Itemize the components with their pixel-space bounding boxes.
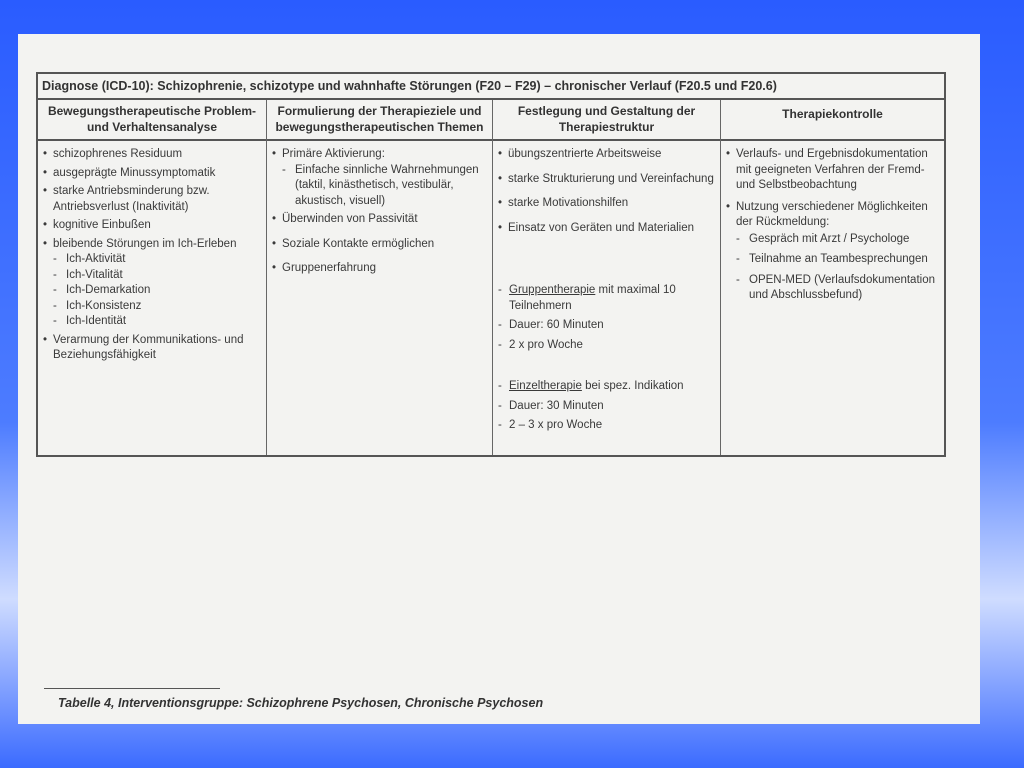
column-body xyxy=(38,141,266,364)
list-item: • starke Motivationshilfen xyxy=(497,196,716,212)
list-item: • Verarmung der Kommunikations- und Beziehungsfähigkeit xyxy=(42,333,262,364)
group-duration: - Dauer: 60 Minuten xyxy=(497,318,716,334)
spacer xyxy=(497,239,716,283)
list-item: • Nutzung verschiedener Möglichkeiten der Rückmeldung: xyxy=(725,200,940,231)
diagnosis-header: Diagnose (ICD-10): Schizophrenie, schizotype und wahnhafte Störungen (F20 – F29) – chronischer Verlauf (F20.5 und F20.6) xyxy=(38,74,944,100)
list-item: • Gruppenerfahrung xyxy=(271,261,488,277)
column-therapy-control xyxy=(721,100,944,455)
header-line: Festlegung und Gestaltung der xyxy=(517,104,696,118)
table-columns xyxy=(38,100,944,455)
therapy-table xyxy=(36,72,946,457)
column-header xyxy=(267,100,492,141)
list-item: • kognitive Einbußen xyxy=(42,218,262,234)
group-therapy-item xyxy=(497,283,716,314)
single-therapy-label: Einzeltherapie xyxy=(509,380,582,392)
group-frequency: - 2 x pro Woche xyxy=(497,338,716,354)
sub-item: - Ich-Vitalität xyxy=(42,268,262,284)
header-line: und Verhaltensanalyse xyxy=(86,120,218,134)
header-line: Formulierung der Therapieziele und xyxy=(277,104,482,118)
list-item: • Verlaufs- und Ergebnisdokumentation mit geeigneten Verfahren der Fremd- und Selbstbeobachtung xyxy=(725,147,940,194)
list-item: • Primäre Aktivierung: xyxy=(271,147,488,163)
group-therapy-text: mit maximal 10 Teilnehmern xyxy=(509,284,676,312)
list-item: • übungszentrierte Arbeitsweise xyxy=(497,147,716,163)
sub-item: - Ich-Demarkation xyxy=(42,283,262,299)
single-frequency: - 2 – 3 x pro Woche xyxy=(497,418,716,434)
list-item: • Soziale Kontakte ermöglichen xyxy=(271,237,488,253)
list-item: • starke Strukturierung und Vereinfachung xyxy=(497,172,716,188)
header-line: bewegungstherapeutischen Themen xyxy=(275,120,484,134)
column-body xyxy=(267,141,492,277)
list-item: • Überwinden von Passivität xyxy=(271,212,488,228)
sub-item: - Teilnahme an Teambesprechungen xyxy=(725,252,940,268)
column-header xyxy=(721,100,944,141)
sub-item: - Gespräch mit Arzt / Psychologe xyxy=(725,232,940,248)
single-duration: - Dauer: 30 Minuten xyxy=(497,399,716,415)
list-item: • bleibende Störungen im Ich-Erleben xyxy=(42,237,262,253)
list-item: • starke Antriebsminderung bzw. Antriebsverlust (Inaktivität) xyxy=(42,184,262,215)
sub-item: - Einfache sinnliche Wahrnehmungen (taktil, kinästhetisch, vestibulär, akustisch, visuell) xyxy=(271,163,488,210)
header-line: Therapiestruktur xyxy=(558,120,655,134)
column-therapy-goals xyxy=(267,100,493,455)
single-therapy-item xyxy=(497,379,716,395)
column-body xyxy=(721,141,944,304)
spacer xyxy=(497,357,716,379)
sub-item: - Ich-Identität xyxy=(42,314,262,330)
list-item: • ausgeprägte Minussymptomatik xyxy=(42,166,262,182)
header-line: Therapiekontrolle xyxy=(782,107,883,121)
list-item: • Einsatz von Geräten und Materialien xyxy=(497,221,716,237)
sub-item: - Ich-Konsistenz xyxy=(42,299,262,315)
column-therapy-structure xyxy=(493,100,721,455)
column-header xyxy=(38,100,266,141)
table-caption: Tabelle 4, Interventionsgruppe: Schizophrene Psychosen, Chronische Psychosen xyxy=(58,696,544,710)
column-problem-analysis xyxy=(38,100,267,455)
slide xyxy=(18,34,980,724)
list-item: • schizophrenes Residuum xyxy=(42,147,262,163)
header-line: Bewegungstherapeutische Problem- xyxy=(47,104,257,118)
column-body xyxy=(493,141,720,434)
group-therapy-label: Gruppentherapie xyxy=(509,284,596,296)
footnote-rule xyxy=(44,688,220,689)
sub-item: - Ich-Aktivität xyxy=(42,252,262,268)
sub-item: - OPEN-MED (Verlaufsdokumentation und Abschlussbefund) xyxy=(725,273,940,304)
column-header xyxy=(493,100,720,141)
single-therapy-text: bei spez. Indikation xyxy=(581,380,684,392)
